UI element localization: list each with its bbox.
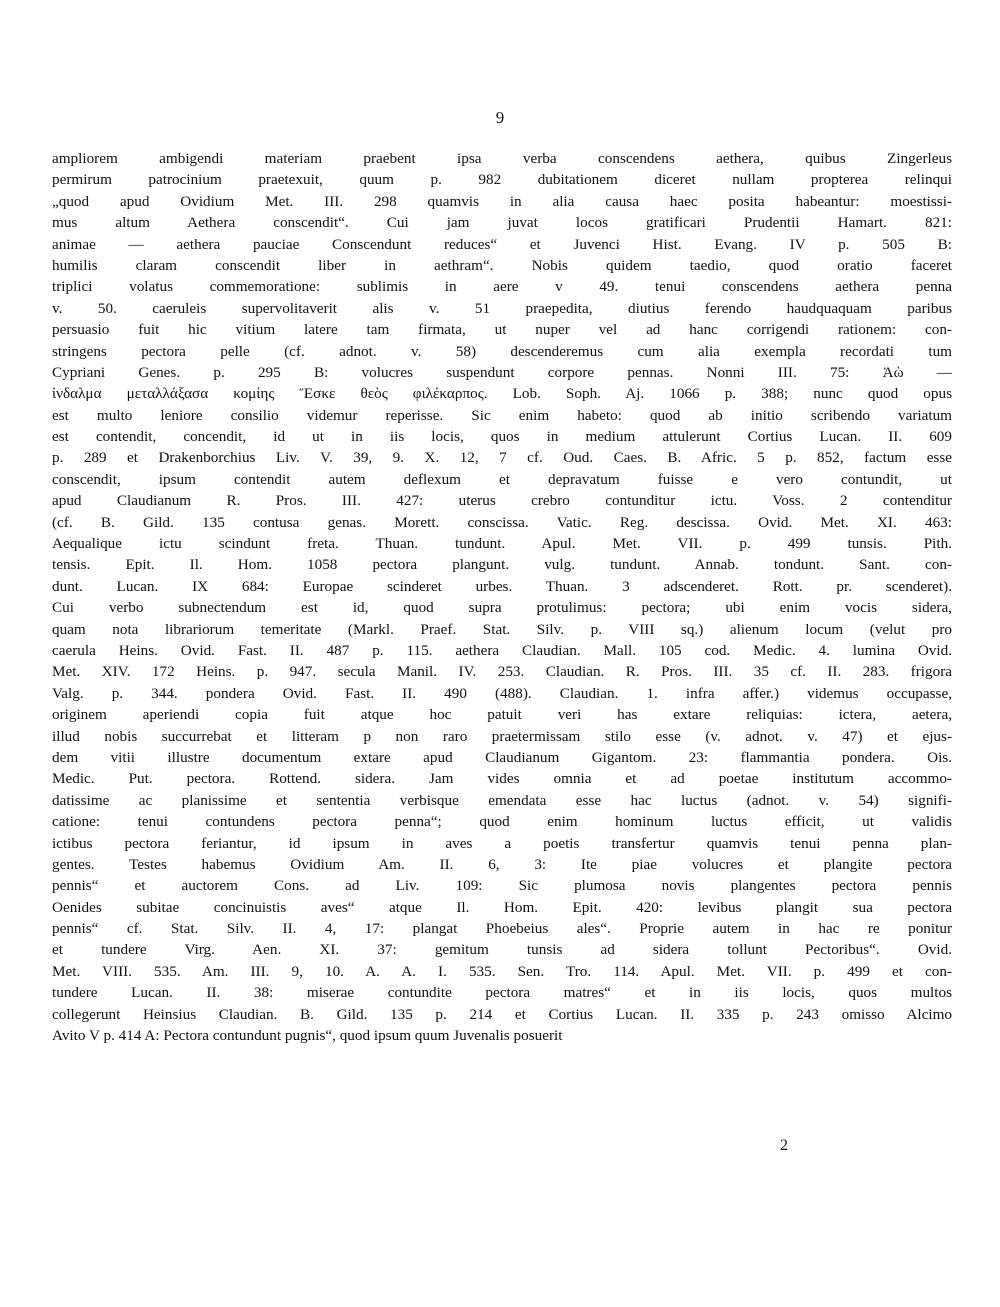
text-line: Medic. Put. pectora. Rottend. sidera. Jam vides omnia et ad poetae institutum accommo- — [52, 770, 952, 788]
text-line: permirum patrocinium praetexuit, quum p. 982 dubitationem diceret nullam propterea relinqui — [52, 171, 952, 189]
text-line: gentes. Testes habemus Ovidium Am. II. 6, 3: Ite piae volucres et plangite pectora — [52, 855, 952, 873]
text-line: est multo leniore consilio videmur reperisse. Sic enim habeto: quod ab initio scribendo variatum — [52, 406, 952, 424]
text-line: Cui verbo subnectendum est id, quod supra protulimus: pectora; ubi enim vocis sidera, — [52, 599, 952, 617]
text-line: illud nobis succurrebat et litteram p non raro praetermissam stilo esse (v. adnot. v. 47) et ejus- — [52, 727, 952, 745]
text-line: stringens pectora pelle (cf. adnot. v. 58) descenderemus cum alia exempla recordati tum — [52, 342, 952, 360]
text-line: humilis claram conscendit liber in aethram“. Nobis quidem taedio, quod oratio faceret — [52, 256, 952, 274]
text-line: ictibus pectora feriantur, id ipsum in aves a poetis transfertur quamvis tenui penna plan- — [52, 834, 952, 852]
text-line: quam nota librariorum temeritate (Markl. Praef. Stat. Silv. p. VIII sq.) alienum locum (velut pro — [52, 620, 952, 638]
text-line: tundere Lucan. II. 38: miserae contundite pectora matres“ et in iis locis, quos multos — [52, 984, 952, 1002]
text-line: collegerunt Heinsius Claudian. B. Gild. 135 p. 214 et Cortius Lucan. II. 335 p. 243 omisso Alcimo — [52, 1005, 952, 1023]
text-line: tensis. Epit. Il. Hom. 1058 pectora plangunt. vulg. tundunt. Annab. tondunt. Sant. con- — [52, 556, 952, 574]
text-line: et tundere Virg. Aen. XI. 37: gemitum tunsis ad sidera tollunt Pectoribus“. Ovid. — [52, 941, 952, 959]
text-line: (cf. B. Gild. 135 contusa genas. Morett. conscissa. Vatic. Reg. descissa. Ovid. Met. XI. 463: — [52, 513, 952, 531]
text-line: Avito V p. 414 A: Pectora contundunt pugnis“, quod ipsum quum Juvenalis posuerit — [52, 1027, 563, 1045]
text-line: v. 50. caeruleis supervolitaverit alis v. 51 praepedita, diutius ferendo haudquaquam paribus — [52, 299, 952, 317]
text-line: animae — aethera pauciae Conscendunt reduces“ et Juvenci Hist. Evang. IV p. 505 B: — [52, 235, 952, 253]
text-line: dunt. Lucan. IX 684: Europae scinderet urbes. Thuan. 3 adscenderet. Rott. pr. scenderet). — [52, 577, 952, 595]
text-line: apud Claudianum R. Pros. III. 427: uterus crebro contunditur ictu. Voss. 2 contenditur — [52, 492, 952, 510]
text-line: Met. VIII. 535. Am. III. 9, 10. A. A. I. 535. Sen. Tro. 114. Apul. Met. VII. p. 499 et con- — [52, 962, 952, 980]
text-line: pennis“ cf. Stat. Silv. II. 4, 17: plangat Phoebeius ales“. Proprie autem in hac re ponitur — [52, 920, 952, 938]
text-line: Cypriani Genes. p. 295 B: volucres suspendunt corpore pennas. Nonni III. 75: Ἀὼ — — [52, 363, 952, 381]
text-line: Oenides subitae concinuistis aves“ atque Il. Hom. Epit. 420: levibus plangit sua pectora — [52, 898, 952, 916]
sheet-signature: 2 — [780, 1137, 788, 1154]
text-line: dem vitii illustre documentum extare apud Claudianum Gigantom. 23: flammantia pondera. Ois. — [52, 748, 952, 766]
text-line: Aequalique ictu scindunt freta. Thuan. tundunt. Apul. Met. VII. p. 499 tunsis. Pith. — [52, 535, 952, 553]
text-line: ampliorem ambigendi materiam praebent ipsa verba conscendens aethera, quibus Zingerleus — [52, 150, 952, 167]
body-text — [52, 148, 952, 1046]
text-line: caerula Heins. Ovid. Fast. II. 487 p. 115. aethera Claudian. Mall. 105 cod. Medic. 4. lumina Ovid. — [52, 641, 952, 659]
text-line: ἰνδαλμα μεταλλάξασα κομίης Ἔσκε θεὸς φιλέκαρπος. Lob. Soph. Aj. 1066 p. 388; nunc quod opus — [52, 385, 952, 403]
text-line: conscendit, ipsum contendit autem deflexum et depravatum fuisse e vero contundit, ut — [52, 470, 952, 488]
text-line: Met. XIV. 172 Heins. p. 947. secula Manil. IV. 253. Claudian. R. Pros. III. 35 cf. II. 283. frigora — [52, 663, 952, 681]
text-line: est contendit, concendit, id ut in iis locis, quos in medium attulerunt Cortius Lucan. II. 609 — [52, 428, 952, 446]
text-line: p. 289 et Drakenborchius Liv. V. 39, 9. X. 12, 7 cf. Oud. Caes. B. Afric. 5 p. 852, factum esse — [52, 449, 952, 467]
text-line: catione: tenui contundens pectora penna“; quod enim hominum luctus efficit, ut validis — [52, 813, 952, 831]
text-line: pennis“ et auctorem Cons. ad Liv. 109: Sic plumosa novis plangentes pectora pennis — [52, 877, 952, 895]
page-number: 9 — [495, 108, 505, 127]
text-line: Valg. p. 344. pondera Ovid. Fast. II. 490 (488). Claudian. 1. infra affer.) videmus occupasse, — [52, 684, 952, 702]
text-line: „quod apud Ovidium Met. III. 298 quamvis in alia causa haec posita habeantur: moestissi- — [52, 192, 952, 210]
text-line: datissime ac planissime et sententia verbisque emendata esse hac luctus (adnot. v. 54) signifi- — [52, 791, 952, 809]
text-line: originem aperiendi copia fuit atque hoc patuit veri has extare reliquias: ictera, aetera, — [52, 706, 952, 724]
text-line: persuasio fuit hic vitium latere tam firmata, ut nuper vel ad hanc corrigendi rationem: con- — [52, 321, 952, 339]
text-line: mus altum Aethera conscendit“. Cui jam juvat locos gratificari Prudentii Hamart. 821: — [52, 214, 952, 232]
text-line: triplici volatus commemoratione: sublimis in aere v 49. tenui conscendens aethera penna — [52, 278, 952, 296]
